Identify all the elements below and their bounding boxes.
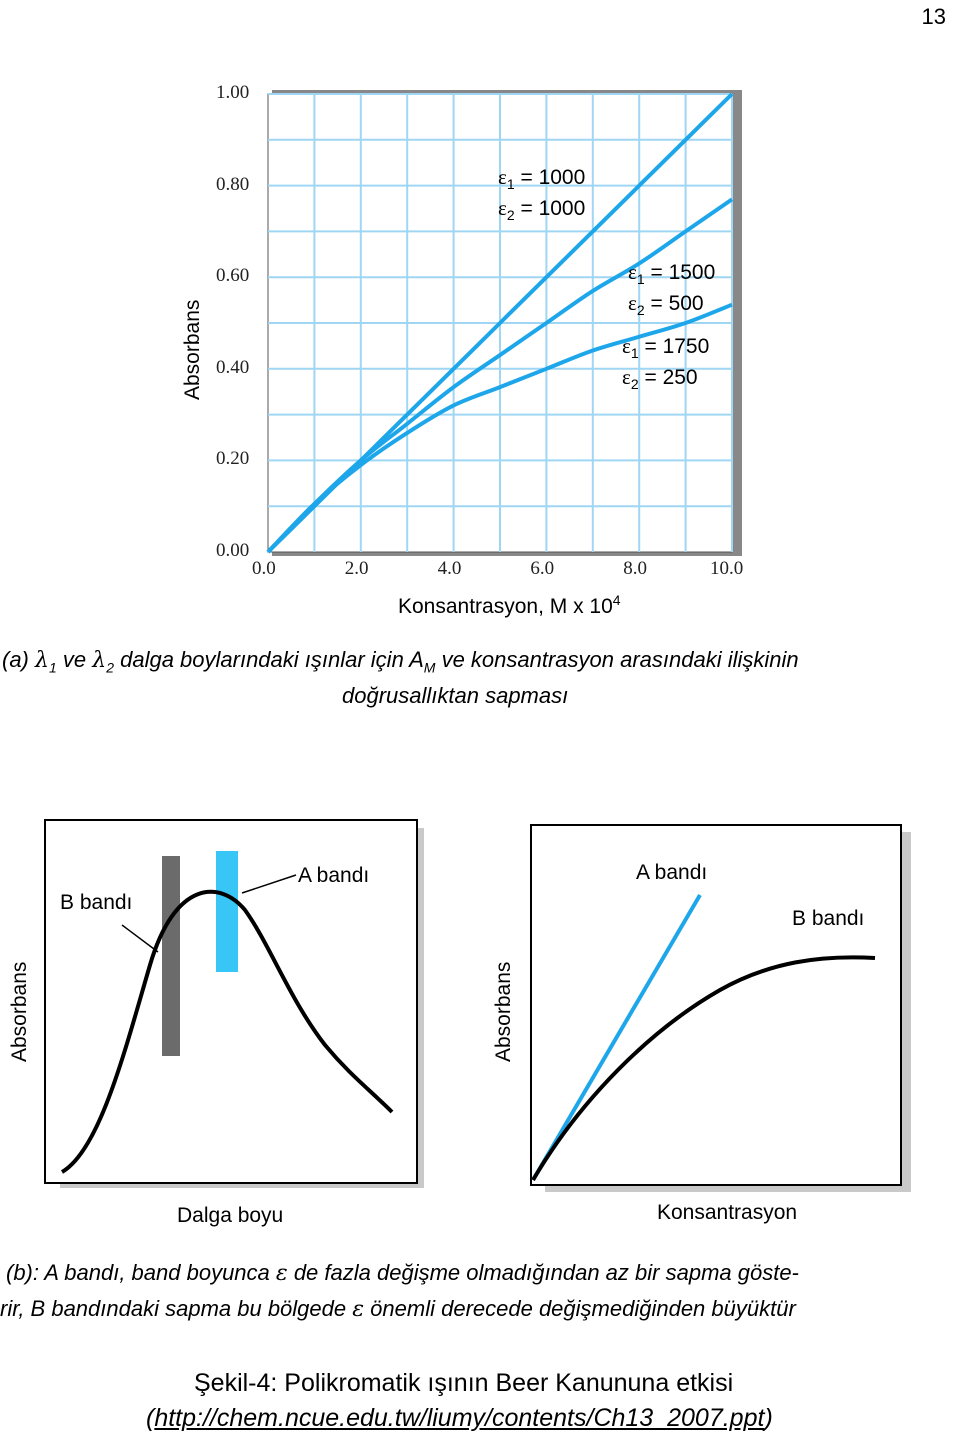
left-panel-b-band-label: B bandı — [60, 891, 133, 914]
chart-a-xlabel: Konsantrasyon, M x $10^4$ — [398, 592, 621, 618]
chart-a-xtick: 10.0 — [710, 558, 744, 579]
caption-a-line1: (a) $\lambda_1$ ve $\lambda_2$ dalga boylarındaki ışınlar için $A_M$ ve konsantrasyon arasındaki ilişkinin — [2, 647, 799, 676]
right-panel-b-band-label: B bandı — [792, 907, 865, 930]
chart-a-ytick: 0.00 — [216, 540, 250, 561]
figure-title: Şekil-4: Polikromatik ışının Beer Kanununa etkisi — [194, 1369, 734, 1397]
caption-b-line2: rir, B bandındaki sapma bu bölgede ε önemli derecede değişmediğinden büyüktür — [0, 1296, 796, 1322]
a-band-bar — [216, 851, 238, 972]
chart-a-xtick: 4.0 — [437, 558, 462, 579]
annotation-eps-1000: $\varepsilon_1 = 1000$ $\varepsilon_2 = 1000$ — [498, 165, 586, 224]
left-panel-a-band-label: A bandı — [298, 864, 370, 887]
left-panel-ylabel: Absorbans — [8, 961, 31, 1062]
right-panel-a-band-label: A bandı — [636, 861, 708, 884]
caption-a-line2: doğrusallıktan sapması — [342, 683, 569, 708]
chart-a-ytick: 1.00 — [216, 82, 250, 103]
page-number: 13 — [921, 4, 946, 29]
chart-a-ytick: 0.40 — [216, 356, 250, 378]
chart-a-ytick: 0.80 — [216, 173, 250, 195]
annotation-eps-1750: $\varepsilon_1 = 1750$ $\varepsilon_2 = 250$ — [622, 334, 710, 393]
chart-a-xtick: 2.0 — [344, 558, 369, 579]
figure-source-link[interactable]: http://chem.ncue.edu.tw/liumy/contents/Ch13_2007.ppt — [154, 1404, 765, 1432]
right-panel-ylabel: Absorbans — [492, 961, 515, 1062]
chart-a-ylabel: Absorbans — [181, 299, 204, 400]
chart-a-xtick: 8.0 — [623, 558, 647, 579]
chart-a-ytick: 0.60 — [216, 265, 250, 287]
right-panel-xlabel: Konsantrasyon — [657, 1201, 798, 1224]
chart-a-xtick: 6.0 — [530, 558, 555, 579]
chart-a-xtick: 0.0 — [252, 558, 276, 579]
figure-link-line: (http://chem.ncue.edu.tw/liumy/contents/Ch13_2007.ppt) — [146, 1404, 773, 1432]
annotation-eps-1500: $\varepsilon_1 = 1500$ $\varepsilon_2 = 500$ — [628, 260, 716, 319]
left-panel-xlabel: Dalga boyu — [177, 1204, 284, 1227]
right-panel-frame — [531, 825, 901, 1185]
caption-b-line1: (b): A bandı, band boyunca ε de fazla değişme olmadığından az bir sapma göste- — [6, 1260, 799, 1286]
chart-a-ytick: 0.20 — [216, 448, 250, 470]
b-band-bar — [162, 856, 180, 1056]
